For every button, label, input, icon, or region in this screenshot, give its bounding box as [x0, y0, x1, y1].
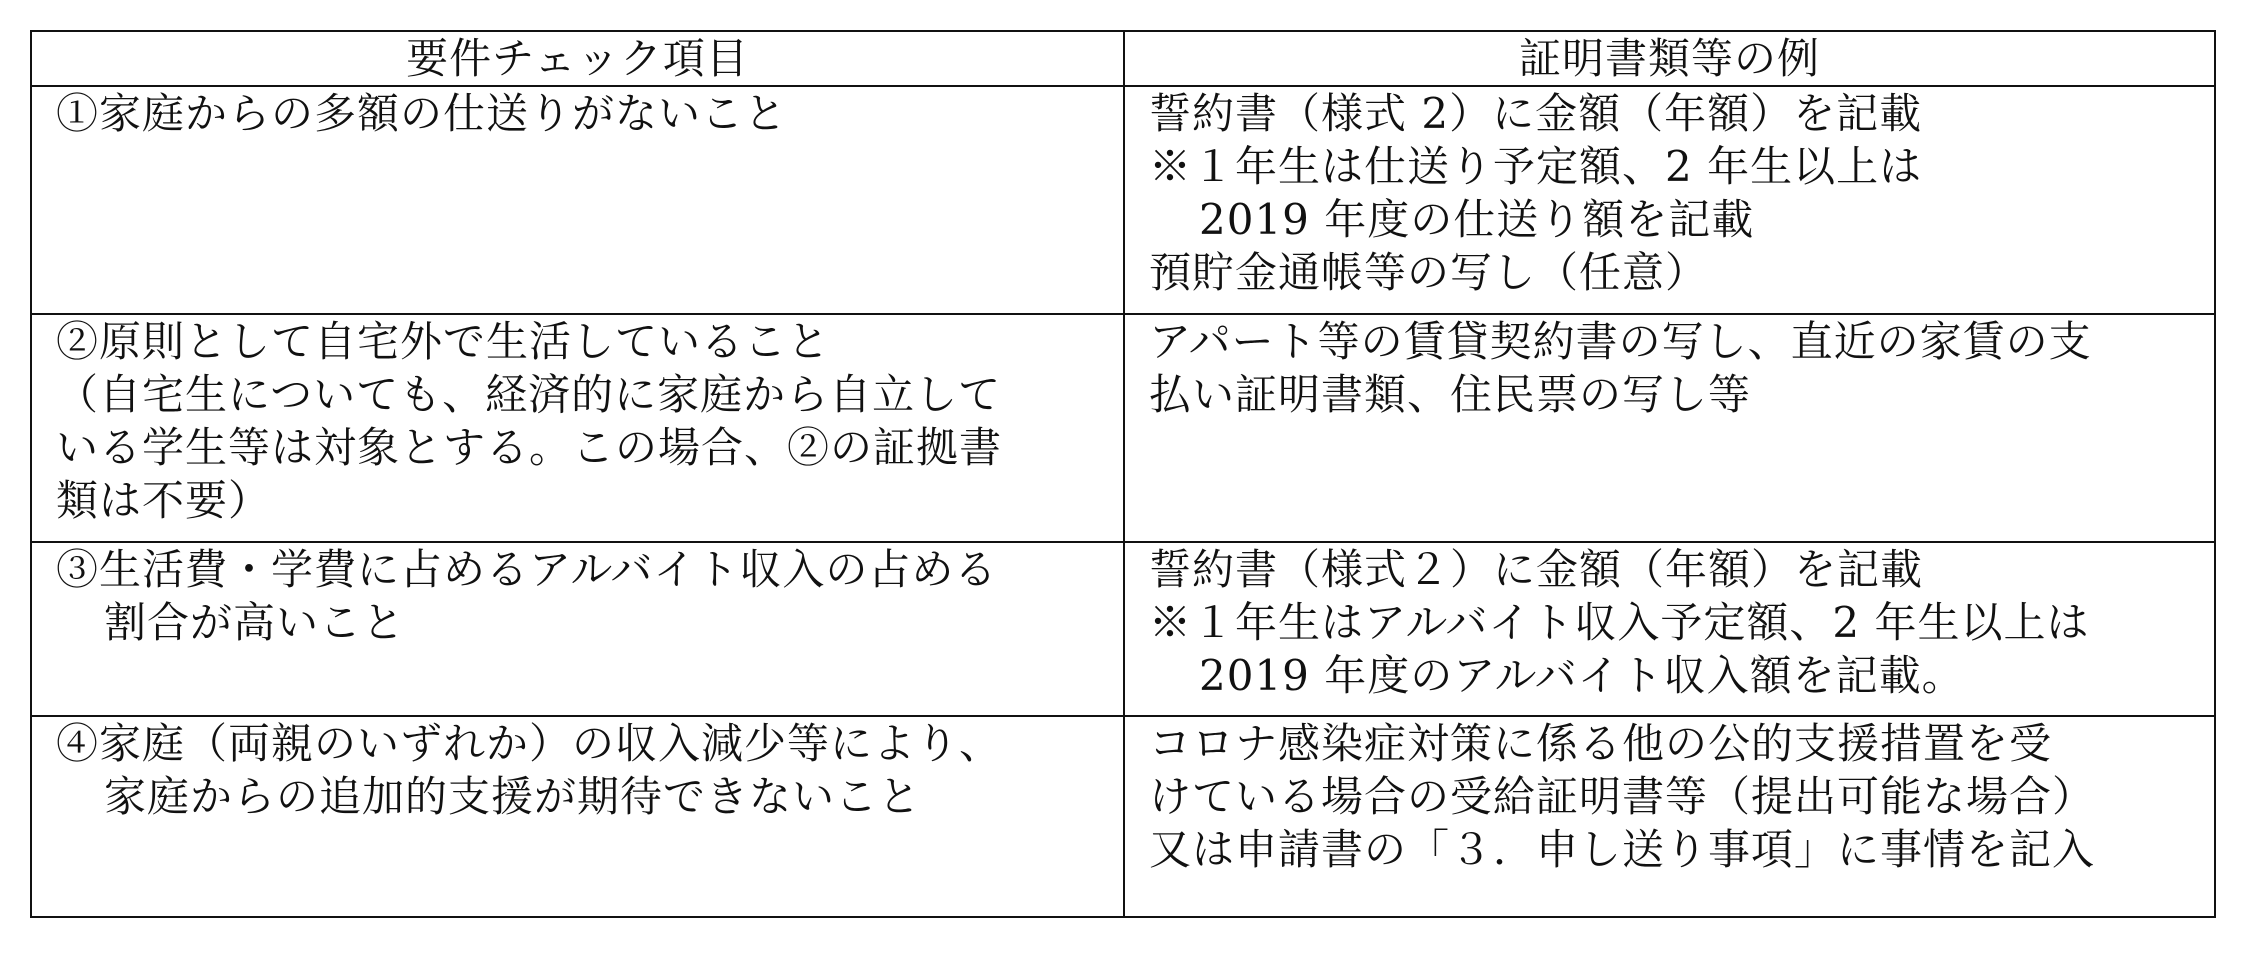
- evidence-note-continued: 2019 年度の仕送り額を記載: [1199, 195, 1755, 244]
- requirement-text: ④家庭（両親のいずれか）の収入減少等により、: [56, 719, 1003, 768]
- evidence-note: ※１年生は仕送り予定額、2 年生以上は: [1149, 142, 1923, 191]
- requirement-cell: [31, 716, 1124, 917]
- table-row: [31, 716, 2215, 917]
- evidence-note: ※１年生はアルバイト収入予定額、2 年生以上は: [1149, 598, 2090, 647]
- requirement-cell: [31, 542, 1124, 716]
- table-row: [31, 86, 2215, 314]
- requirement-cell: [31, 314, 1124, 542]
- evidence-text: 誓約書（様式２）に金額（年額）を記載: [1149, 545, 1924, 594]
- requirement-text: ①家庭からの多額の仕送りがないこと: [56, 89, 788, 138]
- table-row: [31, 542, 2215, 716]
- table-row: [31, 314, 2215, 542]
- evidence-note-continued: 2019 年度のアルバイト収入額を記載。: [1199, 651, 1965, 700]
- table-header-row: [31, 31, 2215, 86]
- evidence-text: 払い証明書類、住民票の写し等: [1149, 370, 1752, 419]
- requirement-text: ②原則として自宅外で生活していること: [56, 317, 831, 366]
- evidence-cell: [1124, 86, 2215, 314]
- requirement-cell: [31, 86, 1124, 314]
- evidence-text: 誓約書（様式 2）に金額（年額）を記載: [1149, 89, 1923, 138]
- evidence-text: 又は申請書の「３．申し送り事項」に事情を記入: [1149, 825, 2096, 874]
- evidence-text: アパート等の賃貸契約書の写し、直近の家賃の支: [1149, 317, 2092, 366]
- evidence-cell: [1124, 314, 2215, 542]
- evidence-cell: [1124, 542, 2215, 716]
- requirement-text: 類は不要）: [56, 476, 272, 525]
- evidence-cell: [1124, 716, 2215, 917]
- requirement-text-continued: 割合が高いこと: [104, 598, 406, 647]
- evidence-text: コロナ感染症対策に係る他の公的支援措置を受: [1149, 719, 2053, 768]
- requirement-text: ③生活費・学費に占めるアルバイト収入の占める: [56, 545, 998, 594]
- requirements-table: [30, 30, 2216, 918]
- header-evidence: 証明書類等の例: [1124, 31, 2215, 86]
- evidence-text: 預貯金通帳等の写し（任意）: [1149, 248, 1709, 297]
- requirement-text: いる学生等は対象とする。この場合、②の証拠書: [56, 423, 1003, 472]
- header-requirement: 要件チェック項目: [31, 31, 1124, 86]
- evidence-text: けている場合の受給証明書等（提出可能な場合）: [1149, 772, 2096, 821]
- requirement-text-continued: 家庭からの追加的支援が期待できないこと: [104, 772, 922, 821]
- requirement-text: （自宅生についても、経済的に家庭から自立して: [56, 370, 1002, 419]
